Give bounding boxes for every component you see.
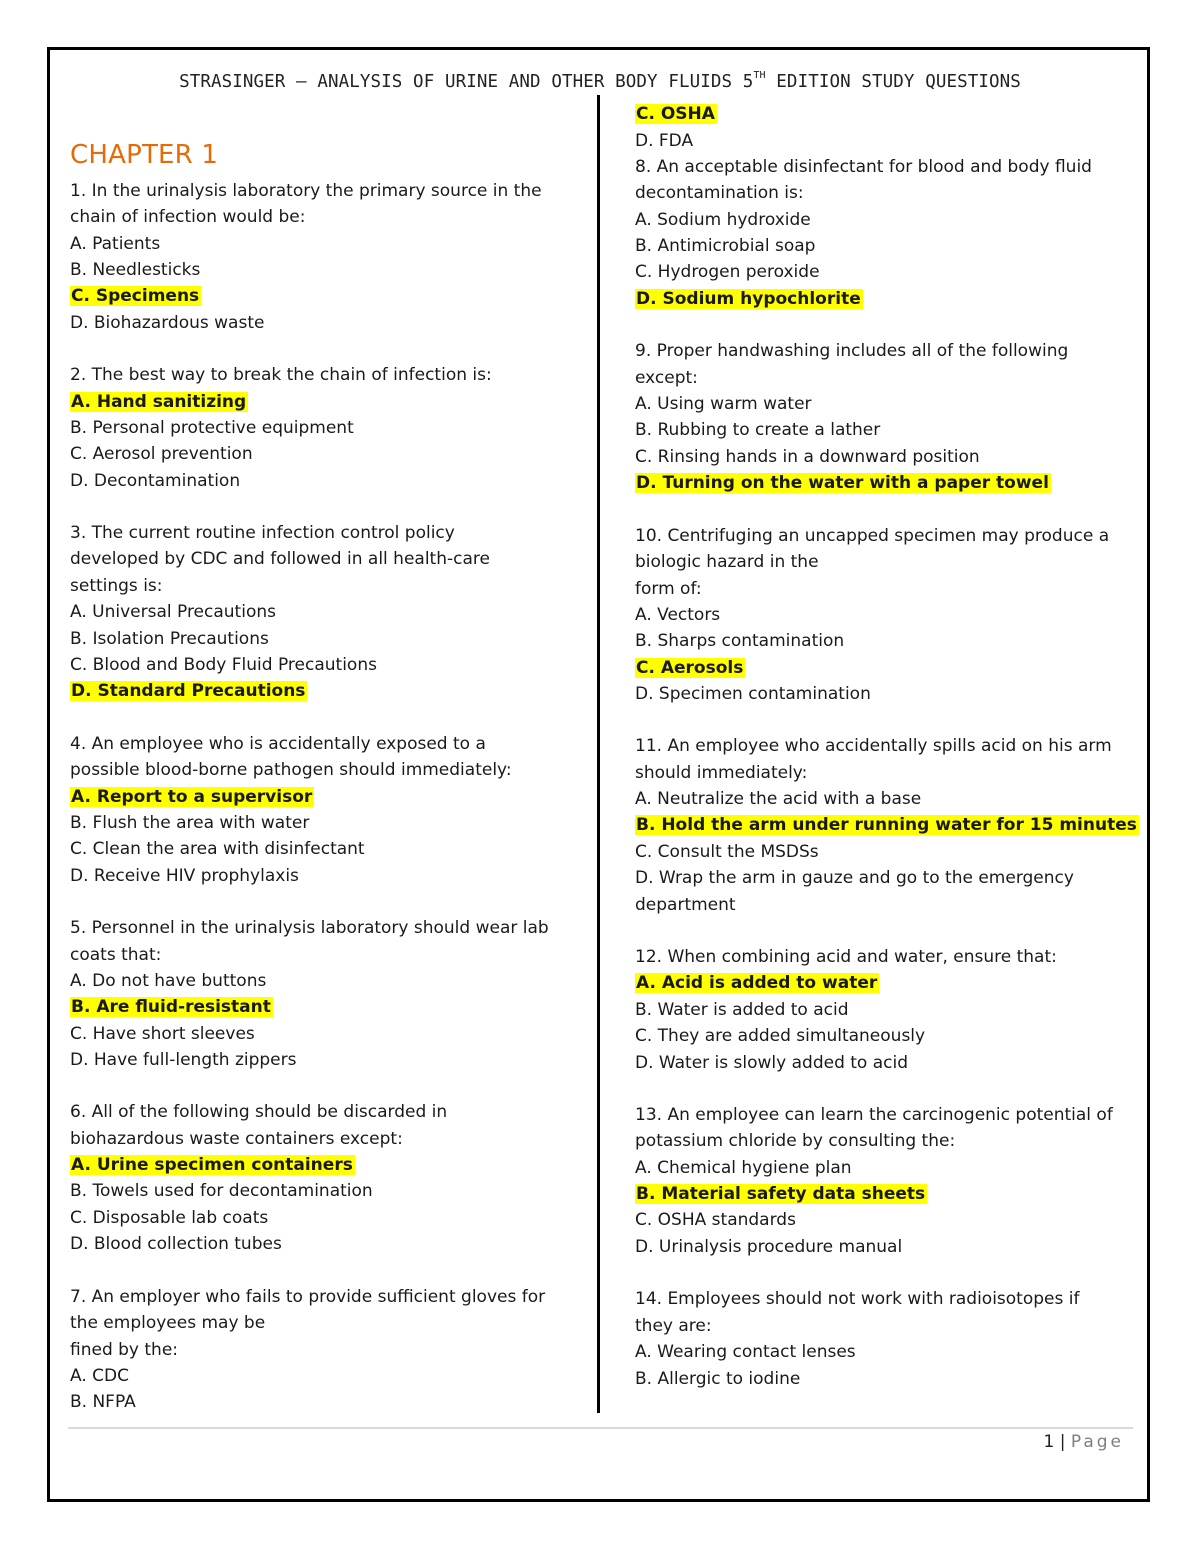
- question-line: [635, 733, 1112, 759]
- answer-line: [635, 655, 745, 681]
- line-text: 13. An employee can learn the carcinogenic potential of: [635, 1105, 1113, 1125]
- title-main: STRASINGER – ANALYSIS OF URINE AND OTHER BODY FLUIDS 5: [179, 72, 754, 92]
- answer-line: [635, 1181, 927, 1207]
- question-line: [635, 391, 812, 417]
- question-line: [70, 1178, 373, 1204]
- title-tail: EDITION STUDY QUESTIONS: [765, 72, 1021, 92]
- question-line: [70, 1047, 297, 1073]
- question-line: [635, 786, 921, 812]
- line-text: A. Wearing contact lenses: [635, 1342, 856, 1362]
- line-text: B. Allergic to iodine: [635, 1369, 801, 1389]
- question-line: [635, 602, 720, 628]
- line-text: 12. When combining acid and water, ensure that:: [635, 947, 1057, 967]
- question-line: [635, 128, 693, 154]
- question-line: [635, 1128, 955, 1154]
- question-line: [635, 1023, 925, 1049]
- question-line: [70, 1021, 255, 1047]
- question-line: [635, 1286, 1079, 1312]
- question-line: [70, 1389, 136, 1415]
- question-line: [635, 892, 736, 918]
- line-text: fined by the:: [70, 1340, 179, 1360]
- question-line: [635, 1102, 1113, 1128]
- highlighted-answer: A. Urine specimen containers: [71, 1155, 353, 1175]
- line-text: B. Personal protective equipment: [70, 418, 354, 438]
- line-text: 3. The current routine infection control policy: [70, 523, 455, 543]
- question-line: [635, 523, 1109, 549]
- question-line: [70, 546, 490, 572]
- question-line: [70, 1337, 178, 1363]
- question-line: [70, 415, 354, 441]
- highlighted-answer: D. Standard Precautions: [71, 681, 306, 701]
- question-line: [70, 178, 542, 204]
- line-text: D. Biohazardous waste: [70, 313, 265, 333]
- answer-line: [635, 101, 717, 127]
- document-title: [0, 72, 1200, 92]
- highlighted-answer: C. OSHA: [636, 104, 715, 124]
- question-line: [70, 599, 276, 625]
- highlighted-answer: C. Aerosols: [636, 658, 744, 678]
- line-text: B. Needlesticks: [70, 260, 201, 280]
- line-text: B. NFPA: [70, 1392, 136, 1412]
- question-line: [70, 231, 160, 257]
- line-text: D. FDA: [635, 131, 694, 151]
- question-line: [635, 180, 804, 206]
- line-text: biologic hazard in the: [635, 552, 819, 572]
- line-text: 7. An employer who fails to provide sufficient gloves for: [70, 1287, 546, 1307]
- question-line: [70, 942, 161, 968]
- line-text: C. Rinsing hands in a downward position: [635, 447, 980, 467]
- question-line: [70, 573, 163, 599]
- question-line: [635, 338, 1068, 364]
- question-line: [70, 731, 486, 757]
- question-line: [70, 968, 266, 994]
- line-text: 2. The best way to break the chain of infection is:: [70, 365, 492, 385]
- question-line: [635, 259, 820, 285]
- line-text: A. CDC: [70, 1366, 129, 1386]
- question-line: [70, 468, 240, 494]
- line-text: B. Rubbing to create a lather: [635, 420, 881, 440]
- line-text: A. Using warm water: [635, 394, 812, 414]
- question-line: [70, 863, 299, 889]
- answer-line: [70, 678, 307, 704]
- answer-line: [70, 283, 201, 309]
- line-text: C. Disposable lab coats: [70, 1208, 269, 1228]
- line-text: D. Receive HIV prophylaxis: [70, 866, 299, 886]
- line-text: B. Flush the area with water: [70, 813, 310, 833]
- question-line: [635, 681, 871, 707]
- question-line: [635, 760, 807, 786]
- highlighted-answer: D. Turning on the water with a paper towel: [636, 473, 1049, 493]
- line-text: B. Water is added to acid: [635, 1000, 849, 1020]
- question-line: [70, 652, 377, 678]
- line-text: D. Blood collection tubes: [70, 1234, 282, 1254]
- answer-line: [635, 470, 1051, 496]
- column-divider: [597, 95, 600, 1413]
- question-line: [635, 1234, 902, 1260]
- line-text: A. Patients: [70, 234, 161, 254]
- question-line: [635, 1155, 852, 1181]
- line-text: A. Do not have buttons: [70, 971, 267, 991]
- highlighted-answer: B. Are fluid-resistant: [71, 997, 271, 1017]
- line-text: 10. Centrifuging an uncapped specimen may produce a: [635, 526, 1110, 546]
- question-line: [70, 757, 512, 783]
- highlighted-answer: B. Hold the arm under running water for 15 minutes: [636, 815, 1137, 835]
- line-text: biohazardous waste containers except:: [70, 1129, 403, 1149]
- highlighted-answer: C. Specimens: [71, 286, 200, 306]
- question-line: [70, 1310, 265, 1336]
- question-line: [70, 1205, 268, 1231]
- line-text: C. Blood and Body Fluid Precautions: [70, 655, 377, 675]
- line-text: decontamination is:: [635, 183, 804, 203]
- line-text: 11. An employee who accidentally spills acid on his arm: [635, 736, 1112, 756]
- highlighted-answer: A. Report to a supervisor: [71, 787, 313, 807]
- answer-line: [635, 812, 1139, 838]
- question-line: [635, 417, 880, 443]
- question-line: [635, 1339, 856, 1365]
- line-text: C. They are added simultaneously: [635, 1026, 926, 1046]
- page-footer: [1043, 1432, 1124, 1452]
- line-text: B. Isolation Precautions: [70, 629, 269, 649]
- highlighted-answer: A. Acid is added to water: [636, 973, 878, 993]
- question-line: [70, 362, 492, 388]
- line-text: C. OSHA standards: [635, 1210, 796, 1230]
- highlighted-answer: D. Sodium hypochlorite: [636, 289, 861, 309]
- line-text: D. Wrap the arm in gauze and go to the emergency: [635, 868, 1074, 888]
- footer-separator: |: [1054, 1432, 1071, 1452]
- question-line: [70, 1126, 403, 1152]
- line-text: C. Consult the MSDSs: [635, 842, 819, 862]
- question-line: [70, 520, 455, 546]
- line-text: D. Urinalysis procedure manual: [635, 1237, 903, 1257]
- question-line: [70, 1099, 447, 1125]
- title-superscript: TH: [753, 70, 766, 82]
- question-line: [70, 915, 549, 941]
- question-line: [635, 365, 698, 391]
- line-text: they are:: [635, 1316, 712, 1336]
- answer-line: [635, 970, 879, 996]
- question-line: [635, 944, 1057, 970]
- line-text: except:: [635, 368, 698, 388]
- line-text: form of:: [635, 579, 702, 599]
- line-text: 9. Proper handwashing includes all of the following: [635, 341, 1069, 361]
- line-text: 8. An acceptable disinfectant for blood and body fluid: [635, 157, 1092, 177]
- question-line: [70, 1284, 545, 1310]
- line-text: B. Towels used for decontamination: [70, 1181, 373, 1201]
- line-text: D. Specimen contamination: [635, 684, 871, 704]
- question-line: [635, 865, 1074, 891]
- question-line: [70, 836, 365, 862]
- line-text: A. Universal Precautions: [70, 602, 276, 622]
- line-text: A. Vectors: [635, 605, 721, 625]
- line-text: A. Chemical hygiene plan: [635, 1158, 852, 1178]
- question-line: [70, 257, 200, 283]
- line-text: D. Have full-length zippers: [70, 1050, 297, 1070]
- question-line: [635, 997, 849, 1023]
- line-text: coats that:: [70, 945, 162, 965]
- line-text: A. Sodium hydroxide: [635, 210, 811, 230]
- question-line: [635, 1366, 800, 1392]
- line-text: potassium chloride by consulting the:: [635, 1131, 956, 1151]
- answer-line: [70, 994, 273, 1020]
- question-line: [70, 310, 264, 336]
- line-text: possible blood-borne pathogen should immediately:: [70, 760, 512, 780]
- question-line: [635, 1207, 796, 1233]
- line-text: D. Decontamination: [70, 471, 241, 491]
- question-line: [70, 810, 309, 836]
- footer-rule: [68, 1427, 1133, 1429]
- line-text: chain of infection would be:: [70, 207, 306, 227]
- question-line: [70, 1231, 282, 1257]
- answer-line: [70, 389, 248, 415]
- line-text: the employees may be: [70, 1313, 266, 1333]
- question-line: [635, 1313, 712, 1339]
- line-text: A. Neutralize the acid with a base: [635, 789, 922, 809]
- line-text: 4. An employee who is accidentally exposed to a: [70, 734, 486, 754]
- question-line: [70, 626, 269, 652]
- question-line: [635, 1050, 908, 1076]
- line-text: C. Have short sleeves: [70, 1024, 255, 1044]
- question-line: [70, 204, 305, 230]
- line-text: B. Sharps contamination: [635, 631, 845, 651]
- question-line: [635, 549, 819, 575]
- highlighted-answer: B. Material safety data sheets: [636, 1184, 926, 1204]
- page-number: 1: [1043, 1432, 1055, 1452]
- line-text: 14. Employees should not work with radioisotopes if: [635, 1289, 1080, 1309]
- answer-line: [635, 286, 863, 312]
- line-text: department: [635, 895, 736, 915]
- question-line: [635, 576, 702, 602]
- question-line: [70, 1363, 129, 1389]
- line-text: should immediately:: [635, 763, 808, 783]
- line-text: settings is:: [70, 576, 163, 596]
- line-text: 5. Personnel in the urinalysis laboratory should wear lab: [70, 918, 549, 938]
- question-line: [635, 628, 844, 654]
- page-label: Page: [1070, 1432, 1124, 1452]
- question-line: [70, 441, 253, 467]
- question-line: [635, 154, 1092, 180]
- line-text: 1. In the urinalysis laboratory the primary source in the: [70, 181, 542, 201]
- line-text: C. Clean the area with disinfectant: [70, 839, 365, 859]
- question-line: [635, 207, 811, 233]
- question-line: [635, 444, 980, 470]
- line-text: C. Hydrogen peroxide: [635, 262, 820, 282]
- line-text: 6. All of the following should be discarded in: [70, 1102, 448, 1122]
- highlighted-answer: A. Hand sanitizing: [71, 392, 247, 412]
- question-line: [635, 839, 819, 865]
- answer-line: [70, 1152, 355, 1178]
- chapter-heading: CHAPTER 1: [70, 140, 219, 170]
- question-line: [635, 233, 815, 259]
- line-text: developed by CDC and followed in all health-care: [70, 549, 490, 569]
- line-text: B. Antimicrobial soap: [635, 236, 816, 256]
- answer-line: [70, 784, 314, 810]
- line-text: C. Aerosol prevention: [70, 444, 253, 464]
- line-text: D. Water is slowly added to acid: [635, 1053, 909, 1073]
